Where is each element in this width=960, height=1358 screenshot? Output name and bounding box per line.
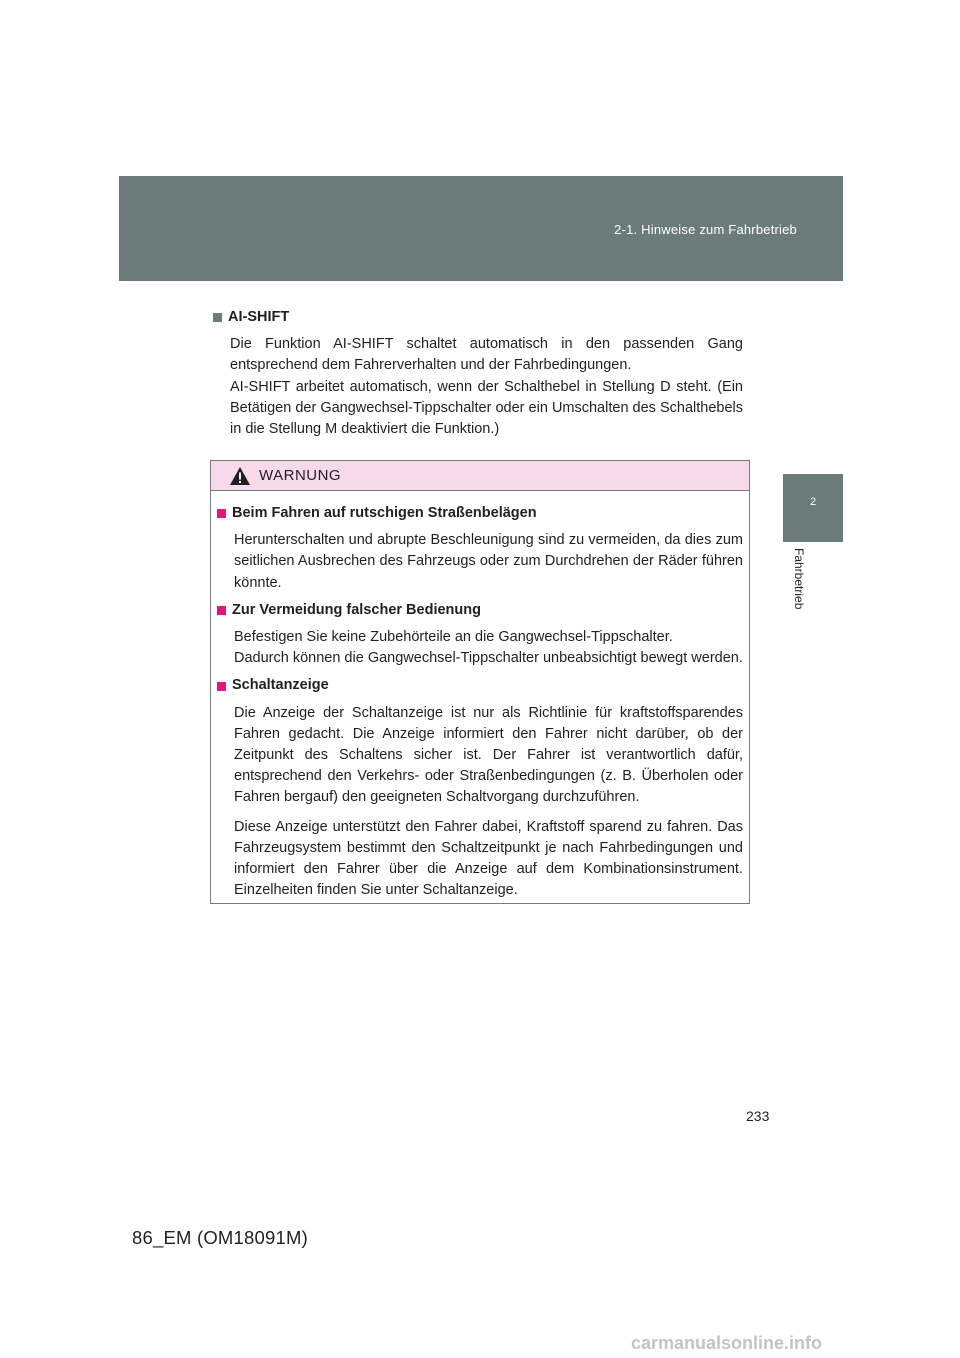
square-bullet-icon: [217, 606, 226, 615]
footer-code: 86_EM (OM18091M): [132, 1227, 308, 1248]
warning-paragraph: Dadurch können die Gangwechsel-Tippschalter unbeabsichtigt bewegt werden.: [234, 650, 743, 667]
warning-paragraph: Die Anzeige der Schaltanzeige ist nur als Richtlinie für kraftstoffsparendes Fahren gedacht. Die Anzeige informiert den Fahrer nicht darüber, ob der Zeitpunkt des Schaltens sicher ist. Der Fahrer ist verantwortlich dafür, entsprechend den Verkehrs- oder Straßenbedingungen (z. B. Überholen oder Fahren bergauf) den geeigneten Schaltvorgang durchzuführen.: [234, 704, 743, 806]
watermark[interactable]: carmanualsonline.info: [631, 1333, 823, 1353]
warning-item-heading-text: Zur Vermeidung falscher Bedienung: [232, 601, 481, 618]
side-tab-label: Fahrbetrieb: [792, 548, 806, 610]
warning-item-heading-text: Schaltanzeige: [232, 677, 329, 694]
section-paragraph: AI-SHIFT arbeitet automatisch, wenn der Schalthebel in Stellung D steht. (Ein Betätigen der Gangwechsel-Tippschalter oder ein Umschalten des Schalthebels in die Stellung M deaktiviert die Funktion.): [230, 378, 743, 438]
warning-header: [211, 461, 749, 491]
section-heading-text: AI-SHIFT: [228, 309, 290, 325]
warning-item: [217, 600, 743, 670]
square-bullet-icon: [217, 509, 226, 518]
ai-shift-section: [213, 307, 743, 440]
warning-item-heading: [217, 600, 743, 621]
warning-triangle-icon: [229, 466, 251, 486]
warning-body: [211, 491, 749, 901]
square-bullet-icon: [213, 313, 222, 322]
warning-paragraph: Befestigen Sie keine Zubehörteile an die Gangwechsel-Tippschalter.: [234, 629, 673, 646]
page-number: 233: [746, 1108, 770, 1124]
warning-box: [210, 460, 750, 904]
section-paragraph: Die Funktion AI-SHIFT schaltet automatisch in den passenden Gang entsprechend dem Fahrerverhalten und der Fahrbedingungen.: [230, 336, 743, 374]
warning-item: [217, 675, 743, 901]
square-bullet-icon: [217, 682, 226, 691]
warning-item-heading: [217, 503, 743, 524]
warning-title: WARNUNG: [259, 467, 342, 484]
warning-paragraph: Herunterschalten und abrupte Beschleunigung sind zu vermeiden, da dies zum seitlichen Ausbrechen des Fahrzeugs oder zum Durchdrehen der Räder führen könnte.: [234, 532, 743, 591]
warning-paragraph: Diese Anzeige unterstützt den Fahrer dabei, Kraftstoff sparend zu fahren. Das Fahrzeugsystem bestimmt den Schaltzeitpunkt je nach Fahrbedingungen und informiert den Fahrer über die Anzeige auf dem Kombinationsinstrument. Einzelheiten finden Sie unter Schaltanzeige.: [234, 818, 743, 899]
side-tab-number: 2: [809, 496, 817, 508]
warning-item-heading-text: Beim Fahren auf rutschigen Straßenbelägen: [232, 505, 537, 521]
section-title: 2-1. Hinweise zum Fahrbetrieb: [614, 222, 797, 237]
warning-item-heading: [217, 675, 743, 696]
warning-item: [217, 503, 743, 594]
section-heading: [213, 307, 743, 328]
header-band: [119, 176, 843, 281]
side-tab: [783, 474, 843, 542]
